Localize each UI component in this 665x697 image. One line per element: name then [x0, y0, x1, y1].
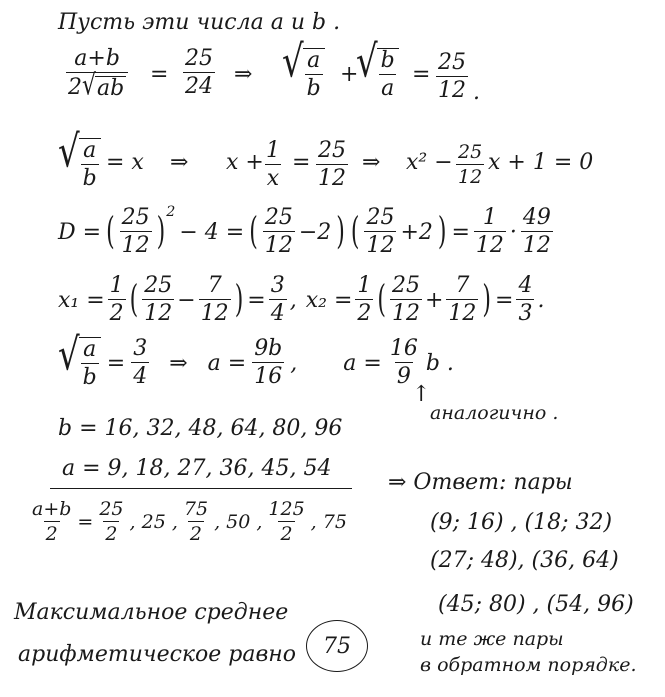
eq3-b-fraction	[364, 207, 396, 257]
eq2-r-num: a	[83, 138, 97, 163]
eq1-root2-body	[377, 48, 399, 100]
eq4-h2-den: 2	[357, 301, 372, 326]
eq5-comma: ,	[290, 350, 298, 376]
eq1-fraction-25-12	[436, 52, 468, 102]
eq5-f-num: 3	[133, 336, 148, 361]
eq4-a-num: 25	[144, 273, 173, 298]
eq4-r2-fraction	[516, 275, 534, 325]
eq1-root-b-over-a	[356, 36, 399, 101]
eq1-f1-numerator: a+b	[74, 46, 120, 71]
eq1-f3-den: 12	[438, 78, 466, 103]
paren-open-icon: (	[129, 278, 139, 322]
eq1-plus: +	[340, 62, 359, 87]
eq3-a-den: 12	[264, 233, 293, 258]
eq4-h-den: 2	[109, 301, 124, 326]
a-values: a = 9, 18, 27, 36, 45, 54	[62, 456, 332, 481]
eq5-a-label: a =	[207, 350, 247, 376]
eq4-b-den: 12	[200, 301, 229, 326]
eq1-f1-radicand: ab	[97, 76, 125, 101]
eq5-h-den: 9	[396, 364, 411, 389]
eq4-comma: ,	[289, 287, 297, 313]
eq2-p-den: 12	[458, 166, 483, 188]
eq5-line	[58, 329, 454, 391]
eq4-x2-label: x₂ =	[305, 287, 353, 313]
eq2-r-den: b	[82, 166, 97, 191]
means-lhs-den: 2	[45, 523, 58, 545]
eq1-fraction-25-24	[183, 48, 215, 98]
eq4-r1-den: 4	[270, 301, 285, 326]
eq3-inner-den: 12	[121, 233, 150, 258]
eq1-f3-num: 25	[438, 50, 466, 75]
eq2-implies-icon-2: ⇒	[362, 150, 381, 175]
eq4-h-num: 1	[109, 273, 124, 298]
means-row	[30, 496, 347, 548]
paren-open-icon: (	[106, 210, 115, 254]
eq2-root-a-over-b	[58, 126, 101, 191]
eq5-a2-label: a =	[343, 350, 382, 376]
means-v5-fraction	[266, 500, 306, 544]
eq1-f1-den-coef: 2	[68, 75, 82, 100]
radical-sign-icon: √	[82, 69, 97, 103]
eq1-implies-icon: ⇒	[234, 62, 253, 87]
answer-pairs-1: (9; 16) , (18; 32)	[430, 510, 613, 535]
eq4-c-num: 25	[391, 273, 420, 298]
means-v3-fraction	[182, 500, 210, 544]
b-values: b = 16, 32, 48, 64, 80, 96	[58, 416, 343, 441]
intro-line: Пусть эти числа a и b .	[58, 10, 341, 35]
eq3-d-fraction	[521, 207, 553, 257]
eq1-root1	[282, 36, 325, 101]
eq3-c-num: 1	[482, 205, 497, 230]
paren-close-icon: )	[437, 210, 447, 254]
eq1-equals-2: =	[412, 62, 431, 87]
eq4-r2-den: 3	[518, 301, 533, 326]
answer-circle	[306, 620, 368, 672]
eq4-a-fraction	[142, 275, 174, 325]
eq4-d-num: 7	[455, 273, 470, 298]
eq2-one: 1	[266, 138, 280, 163]
eq3-minus-4: − 4 =	[179, 219, 245, 245]
radical-sign-icon: √	[58, 126, 80, 179]
eq1-root1-body	[303, 48, 325, 100]
means-v1-den: 2	[105, 523, 118, 545]
means-v5-den: 2	[280, 523, 293, 545]
eq4-equals: =	[247, 287, 266, 313]
eq4-d-fraction	[446, 275, 478, 325]
note-analogously: аналогично .	[430, 402, 559, 424]
paren-open-icon: (	[377, 278, 386, 322]
max-mean-value: 75	[323, 633, 351, 659]
eq5-f-fraction	[131, 338, 149, 388]
eq4-dot: .	[537, 287, 545, 313]
means-lhs-fraction	[30, 500, 73, 544]
conclusion-line-1: Максимальное среднее	[14, 600, 289, 625]
answer-pairs-3: (45; 80) , (54, 96)	[438, 592, 634, 617]
means-v5-num: 125	[268, 498, 305, 520]
eq1-root-a-over-b	[282, 36, 325, 101]
eq4-x1-label: x₁ =	[58, 287, 105, 313]
eq4-minus: −	[177, 287, 196, 313]
eq5-f-den: 4	[133, 364, 148, 389]
eq3-inner-fraction	[120, 207, 152, 257]
eq5-root-body	[79, 337, 101, 389]
eq4-d-den: 12	[448, 301, 477, 326]
eq3-inner-num: 25	[121, 205, 150, 230]
paren-close-icon: )	[234, 278, 244, 322]
answer-tail-1: и те же пары	[420, 628, 564, 650]
eq3-c-den: 12	[475, 233, 504, 258]
means-v1-num: 25	[99, 498, 124, 520]
eq2-poly-fraction	[456, 143, 484, 187]
eq5-r-den: b	[82, 365, 97, 390]
eq3-dot: ·	[509, 219, 517, 245]
eq2-root	[58, 126, 101, 191]
eq1-root2	[356, 36, 399, 101]
eq1-f2-numerator: 25	[185, 46, 213, 71]
eq5-b: b .	[425, 350, 454, 376]
eq4-r1-fraction	[269, 275, 287, 325]
eq4-b-fraction	[199, 275, 231, 325]
eq1-f1-root	[82, 69, 126, 103]
eq2-f-num: 25	[318, 138, 346, 163]
eq1-equals: =	[150, 62, 169, 87]
means-v2: , 25 ,	[129, 511, 178, 533]
eq4-r2-num: 4	[518, 273, 533, 298]
eq1-r2-num: b	[380, 48, 395, 73]
eq4-a-den: 12	[144, 301, 173, 326]
eq4-equals-2: =	[495, 287, 514, 313]
eq5-h-num: 16	[389, 336, 418, 361]
answer-pairs-2: (27; 48), (36, 64)	[430, 548, 619, 573]
eq4-b-num: 7	[207, 273, 222, 298]
eq1-f1-denominator	[66, 69, 128, 103]
eq2-poly-pre: x² −	[406, 150, 453, 175]
eq2-implies-icon-1: ⇒	[170, 150, 189, 175]
sum-line	[50, 488, 352, 489]
radical-sign-icon: √	[282, 36, 304, 89]
eq3-d-den: 12	[522, 233, 551, 258]
eq2-one-over-x	[264, 140, 282, 190]
eq3-a-num: 25	[264, 205, 293, 230]
means-v6: , 75	[310, 511, 347, 533]
means-v3-num: 75	[183, 498, 209, 520]
eq4-r1-num: 3	[270, 273, 285, 298]
eq2-p-num: 25	[458, 141, 483, 163]
eq2-root-body	[79, 138, 101, 190]
means-v3-den: 2	[189, 523, 203, 545]
up-arrow-icon: ↑	[412, 382, 431, 407]
eq3-plus-2: +2	[400, 219, 433, 245]
eq2-equals: =	[292, 150, 311, 175]
conclusion-line-2: арифметическое равно	[18, 642, 297, 667]
eq4-h2-num: 1	[357, 273, 372, 298]
eq1-f2-denominator: 24	[185, 74, 213, 99]
eq3-c-fraction	[474, 207, 506, 257]
eq3-square: 2	[166, 204, 176, 220]
eq1-r1-fraction	[305, 50, 323, 100]
eq5-g-num: 9b	[254, 336, 283, 361]
eq2-poly-post: x + 1 = 0	[488, 150, 594, 175]
eq4-c-den: 12	[391, 301, 420, 326]
eq4-roots	[58, 272, 544, 328]
radical-sign-icon: √	[58, 329, 80, 382]
eq1-dot: .	[473, 80, 480, 105]
eq3-minus-2: −2	[298, 219, 332, 245]
eq3-D-label: D =	[58, 219, 102, 245]
eq4-half-fraction	[108, 275, 126, 325]
means-lhs-num: a+b	[32, 498, 72, 520]
eq1-r2-fraction	[379, 50, 397, 100]
means-v4: , 50 ,	[214, 511, 263, 533]
eq3-b-den: 12	[366, 233, 395, 258]
eq2-x-plus: x +	[226, 150, 264, 175]
eq5-g-den: 16	[254, 364, 283, 389]
eq4-c-fraction	[390, 275, 422, 325]
eq2-x-den: x	[266, 166, 280, 191]
eq2-fraction-25-12	[316, 140, 348, 190]
eq1-r1-den: b	[306, 76, 321, 101]
eq5-r-num: a	[83, 337, 97, 362]
paren-close-icon: )	[156, 210, 166, 254]
means-v1-fraction	[97, 500, 125, 544]
eq1-fraction-mean	[66, 46, 128, 103]
paren-close-icon: )	[482, 278, 491, 322]
radical-sign-icon: √	[356, 36, 378, 89]
eq5-h-fraction	[388, 338, 420, 388]
eq4-plus: +	[424, 287, 444, 313]
eq3-d-num: 49	[522, 205, 551, 230]
eq5-implies-icon: ⇒	[169, 350, 188, 376]
paren-close-icon: )	[336, 210, 345, 254]
paren-open-icon: (	[249, 210, 258, 254]
eq3-equals: =	[451, 219, 470, 245]
eq2-f-den: 12	[318, 166, 346, 191]
means-equals: =	[77, 511, 94, 533]
eq5-r-fraction	[81, 339, 99, 389]
eq1-r2-den: a	[381, 76, 395, 101]
eq5-equals: =	[106, 350, 126, 376]
eq5-g-fraction	[252, 338, 284, 388]
eq5-root	[58, 329, 101, 390]
answer-tail-2: в обратном порядке.	[420, 654, 637, 676]
eq2-eq-x: = x	[106, 150, 144, 175]
eq2-r-fraction	[81, 140, 99, 190]
eq3-discriminant	[58, 204, 553, 260]
eq3-b-num: 25	[366, 205, 395, 230]
eq3-a-fraction	[263, 207, 295, 257]
eq4-half2-fraction	[355, 275, 373, 325]
answer-heading: ⇒ Ответ: пары	[388, 470, 573, 495]
eq1-r1-num: a	[307, 48, 321, 73]
paren-open-icon: (	[350, 210, 360, 254]
